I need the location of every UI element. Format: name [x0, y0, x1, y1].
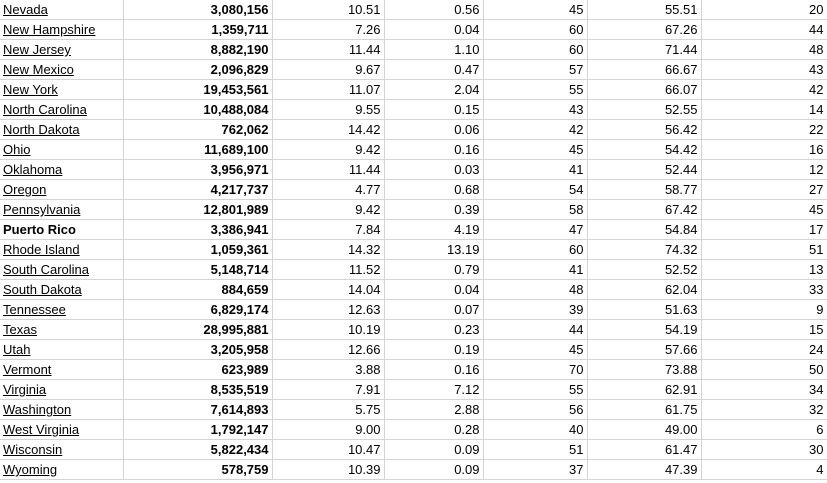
state-cell[interactable] [0, 160, 123, 180]
value-cell-c[interactable]: 9.67 [272, 60, 384, 80]
value-cell-g[interactable]: 24 [701, 340, 827, 360]
value-cell-e[interactable]: 57 [483, 60, 587, 80]
state-hyperlink[interactable]: New Jersey [3, 42, 71, 57]
population-cell[interactable]: 1,792,147 [123, 420, 272, 440]
state-cell[interactable] [0, 180, 123, 200]
state-hyperlink[interactable]: Rhode Island [3, 242, 80, 257]
value-cell-g[interactable]: 16 [701, 140, 827, 160]
value-cell-f[interactable]: 71.44 [587, 40, 701, 60]
population-cell[interactable]: 578,759 [123, 460, 272, 480]
value-cell-f[interactable]: 62.04 [587, 280, 701, 300]
population-cell[interactable]: 11,689,100 [123, 140, 272, 160]
table-row [0, 460, 827, 480]
table-row [0, 0, 827, 20]
value-cell-d[interactable]: 0.03 [384, 160, 483, 180]
state-hyperlink[interactable]: Wyoming [3, 462, 58, 477]
state-cell[interactable] [0, 420, 123, 440]
value-cell-d[interactable]: 0.09 [384, 460, 483, 480]
value-cell-d[interactable]: 0.16 [384, 140, 483, 160]
value-cell-c[interactable]: 10.47 [272, 440, 384, 460]
state-cell[interactable] [0, 0, 123, 20]
value-cell-f[interactable]: 56.42 [587, 120, 701, 140]
state-cell[interactable] [0, 300, 123, 320]
state-hyperlink[interactable]: Tennessee [3, 302, 66, 317]
value-cell-c[interactable]: 9.00 [272, 420, 384, 440]
value-cell-e[interactable]: 42 [483, 120, 587, 140]
table-row [0, 120, 827, 140]
value-cell-f[interactable]: 57.66 [587, 340, 701, 360]
value-cell-e[interactable]: 43 [483, 100, 587, 120]
value-cell-e[interactable]: 39 [483, 300, 587, 320]
value-cell-f[interactable]: 66.07 [587, 80, 701, 100]
table-row [0, 420, 827, 440]
value-cell-d[interactable]: 7.12 [384, 380, 483, 400]
population-cell[interactable]: 3,205,958 [123, 340, 272, 360]
value-cell-c[interactable]: 14.32 [272, 240, 384, 260]
population-cell[interactable]: 8,535,519 [123, 380, 272, 400]
state-hyperlink[interactable]: New Mexico [3, 62, 74, 77]
value-cell-g[interactable]: 34 [701, 380, 827, 400]
population-cell[interactable]: 28,995,881 [123, 320, 272, 340]
value-cell-c[interactable]: 11.07 [272, 80, 384, 100]
table-row [0, 100, 827, 120]
population-cell[interactable]: 1,359,711 [123, 20, 272, 40]
value-cell-d[interactable]: 2.88 [384, 400, 483, 420]
state-cell[interactable] [0, 120, 123, 140]
value-cell-f[interactable]: 54.84 [587, 220, 701, 240]
value-cell-d[interactable]: 0.06 [384, 120, 483, 140]
population-cell[interactable]: 19,453,561 [123, 80, 272, 100]
value-cell-e[interactable]: 41 [483, 260, 587, 280]
state-hyperlink[interactable]: New York [3, 82, 58, 97]
state-hyperlink[interactable]: North Dakota [3, 122, 80, 137]
value-cell-e[interactable]: 45 [483, 0, 587, 20]
state-hyperlink[interactable]: Oregon [3, 182, 47, 197]
value-cell-d[interactable]: 0.15 [384, 100, 483, 120]
value-cell-c[interactable]: 7.26 [272, 20, 384, 40]
value-cell-g[interactable]: 30 [701, 440, 827, 460]
value-cell-g[interactable]: 27 [701, 180, 827, 200]
value-cell-c[interactable]: 12.66 [272, 340, 384, 360]
value-cell-c[interactable]: 11.44 [272, 40, 384, 60]
value-cell-c[interactable]: 3.88 [272, 360, 384, 380]
value-cell-c[interactable]: 7.91 [272, 380, 384, 400]
table-row [0, 340, 827, 360]
state-hyperlink[interactable]: Virginia [3, 382, 47, 397]
state-cell[interactable] [0, 380, 123, 400]
table-row [0, 220, 827, 240]
value-cell-f[interactable]: 61.47 [587, 440, 701, 460]
population-cell[interactable]: 2,096,829 [123, 60, 272, 80]
value-cell-d[interactable]: 0.19 [384, 340, 483, 360]
value-cell-e[interactable]: 51 [483, 440, 587, 460]
population-cell[interactable]: 8,882,190 [123, 40, 272, 60]
state-hyperlink[interactable]: Wisconsin [3, 442, 63, 457]
value-cell-d[interactable]: 13.19 [384, 240, 483, 260]
value-cell-e[interactable]: 44 [483, 320, 587, 340]
value-cell-e[interactable]: 41 [483, 160, 587, 180]
value-cell-f[interactable]: 47.39 [587, 460, 701, 480]
population-cell[interactable]: 3,386,941 [123, 220, 272, 240]
value-cell-g[interactable]: 44 [701, 20, 827, 40]
value-cell-c[interactable]: 7.84 [272, 220, 384, 240]
value-cell-d[interactable]: 0.23 [384, 320, 483, 340]
value-cell-f[interactable]: 61.75 [587, 400, 701, 420]
value-cell-f[interactable]: 74.32 [587, 240, 701, 260]
state-cell[interactable] [0, 320, 123, 340]
value-cell-g[interactable]: 51 [701, 240, 827, 260]
value-cell-c[interactable]: 9.42 [272, 140, 384, 160]
value-cell-d[interactable]: 2.04 [384, 80, 483, 100]
value-cell-g[interactable]: 42 [701, 80, 827, 100]
value-cell-d[interactable]: 0.04 [384, 20, 483, 40]
state-hyperlink[interactable]: Pennsylvania [3, 202, 81, 217]
state-cell[interactable] [0, 460, 123, 480]
value-cell-d[interactable]: 0.47 [384, 60, 483, 80]
state-hyperlink[interactable]: Washington [3, 402, 72, 417]
value-cell-f[interactable]: 73.88 [587, 360, 701, 380]
value-cell-f[interactable]: 54.19 [587, 320, 701, 340]
table-row [0, 320, 827, 340]
value-cell-g[interactable]: 33 [701, 280, 827, 300]
table-row [0, 180, 827, 200]
table-row [0, 400, 827, 420]
state-cell[interactable] [0, 80, 123, 100]
state-cell[interactable] [0, 440, 123, 460]
population-cell[interactable]: 5,822,434 [123, 440, 272, 460]
value-cell-g[interactable]: 12 [701, 160, 827, 180]
value-cell-c[interactable]: 14.04 [272, 280, 384, 300]
state-name: Puerto Rico [3, 222, 76, 237]
population-cell[interactable]: 3,956,971 [123, 160, 272, 180]
value-cell-c[interactable]: 4.77 [272, 180, 384, 200]
value-cell-f[interactable]: 55.51 [587, 0, 701, 20]
value-cell-g[interactable]: 4 [701, 460, 827, 480]
value-cell-c[interactable]: 12.63 [272, 300, 384, 320]
state-cell[interactable] [0, 340, 123, 360]
table-row [0, 300, 827, 320]
value-cell-f[interactable]: 52.44 [587, 160, 701, 180]
table-row [0, 280, 827, 300]
value-cell-g[interactable]: 48 [701, 40, 827, 60]
population-cell[interactable]: 10,488,084 [123, 100, 272, 120]
value-cell-d[interactable]: 0.04 [384, 280, 483, 300]
state-hyperlink[interactable]: Ohio [3, 142, 31, 157]
state-cell[interactable] [0, 20, 123, 40]
value-cell-g[interactable]: 50 [701, 360, 827, 380]
value-cell-c[interactable]: 11.44 [272, 160, 384, 180]
value-cell-f[interactable]: 49.00 [587, 420, 701, 440]
table-row [0, 440, 827, 460]
state-cell[interactable] [0, 40, 123, 60]
value-cell-f[interactable]: 67.42 [587, 200, 701, 220]
value-cell-c[interactable]: 10.19 [272, 320, 384, 340]
value-cell-d[interactable]: 1.10 [384, 40, 483, 60]
value-cell-e[interactable]: 60 [483, 240, 587, 260]
value-cell-f[interactable]: 62.91 [587, 380, 701, 400]
state-cell[interactable] [0, 100, 123, 120]
population-cell[interactable]: 623,989 [123, 360, 272, 380]
value-cell-f[interactable]: 52.55 [587, 100, 701, 120]
value-cell-d[interactable]: 4.19 [384, 220, 483, 240]
value-cell-e[interactable]: 45 [483, 340, 587, 360]
value-cell-g[interactable]: 45 [701, 200, 827, 220]
state-hyperlink[interactable]: South Carolina [3, 262, 89, 277]
table-row [0, 140, 827, 160]
population-cell[interactable]: 1,059,361 [123, 240, 272, 260]
value-cell-e[interactable]: 40 [483, 420, 587, 440]
value-cell-e[interactable]: 48 [483, 280, 587, 300]
table-row [0, 380, 827, 400]
value-cell-e[interactable]: 55 [483, 80, 587, 100]
value-cell-c[interactable]: 5.75 [272, 400, 384, 420]
value-cell-d[interactable]: 0.28 [384, 420, 483, 440]
value-cell-g[interactable]: 43 [701, 60, 827, 80]
state-hyperlink[interactable]: Vermont [3, 362, 52, 377]
value-cell-f[interactable]: 66.67 [587, 60, 701, 80]
value-cell-e[interactable]: 47 [483, 220, 587, 240]
value-cell-g[interactable]: 20 [701, 0, 827, 20]
population-cell[interactable]: 4,217,737 [123, 180, 272, 200]
state-cell[interactable] [0, 220, 123, 240]
state-cell[interactable] [0, 60, 123, 80]
state-hyperlink[interactable]: Nevada [3, 2, 48, 17]
state-hyperlink[interactable]: Utah [3, 342, 31, 357]
value-cell-d[interactable]: 0.56 [384, 0, 483, 20]
value-cell-e[interactable]: 45 [483, 140, 587, 160]
value-cell-g[interactable]: 32 [701, 400, 827, 420]
value-cell-g[interactable]: 14 [701, 100, 827, 120]
value-cell-g[interactable]: 13 [701, 260, 827, 280]
value-cell-d[interactable]: 0.39 [384, 200, 483, 220]
value-cell-f[interactable]: 58.77 [587, 180, 701, 200]
table-row [0, 20, 827, 40]
state-cell[interactable] [0, 400, 123, 420]
value-cell-c[interactable]: 10.51 [272, 0, 384, 20]
value-cell-f[interactable]: 67.26 [587, 20, 701, 40]
value-cell-e[interactable]: 37 [483, 460, 587, 480]
value-cell-g[interactable]: 17 [701, 220, 827, 240]
table-row [0, 160, 827, 180]
value-cell-e[interactable]: 56 [483, 400, 587, 420]
table-row [0, 40, 827, 60]
population-cell[interactable]: 6,829,174 [123, 300, 272, 320]
value-cell-d[interactable]: 0.07 [384, 300, 483, 320]
value-cell-c[interactable]: 9.55 [272, 100, 384, 120]
state-cell[interactable] [0, 360, 123, 380]
value-cell-g[interactable]: 6 [701, 420, 827, 440]
state-cell[interactable] [0, 280, 123, 300]
state-cell[interactable] [0, 240, 123, 260]
population-cell[interactable]: 884,659 [123, 280, 272, 300]
state-cell[interactable] [0, 140, 123, 160]
state-hyperlink[interactable]: South Dakota [3, 282, 82, 297]
value-cell-e[interactable]: 60 [483, 20, 587, 40]
table-row [0, 240, 827, 260]
value-cell-g[interactable]: 22 [701, 120, 827, 140]
table-row [0, 80, 827, 100]
value-cell-e[interactable]: 54 [483, 180, 587, 200]
state-hyperlink[interactable]: North Carolina [3, 102, 87, 117]
value-cell-g[interactable]: 9 [701, 300, 827, 320]
value-cell-f[interactable]: 52.52 [587, 260, 701, 280]
state-hyperlink[interactable]: West Virginia [3, 422, 80, 437]
table-row [0, 360, 827, 380]
state-hyperlink[interactable]: Oklahoma [3, 162, 63, 177]
table-row [0, 200, 827, 220]
value-cell-c[interactable]: 14.42 [272, 120, 384, 140]
table-row [0, 260, 827, 280]
state-hyperlink[interactable]: New Hampshire [3, 22, 96, 37]
value-cell-d[interactable]: 0.79 [384, 260, 483, 280]
value-cell-c[interactable]: 10.39 [272, 460, 384, 480]
state-cell[interactable] [0, 260, 123, 280]
population-cell[interactable]: 762,062 [123, 120, 272, 140]
population-cell[interactable]: 7,614,893 [123, 400, 272, 420]
value-cell-c[interactable]: 11.52 [272, 260, 384, 280]
value-cell-d[interactable]: 0.09 [384, 440, 483, 460]
value-cell-d[interactable]: 0.16 [384, 360, 483, 380]
population-cell[interactable]: 12,801,989 [123, 200, 272, 220]
value-cell-c[interactable]: 9.42 [272, 200, 384, 220]
value-cell-g[interactable]: 15 [701, 320, 827, 340]
population-cell[interactable]: 5,148,714 [123, 260, 272, 280]
value-cell-f[interactable]: 54.42 [587, 140, 701, 160]
value-cell-e[interactable]: 70 [483, 360, 587, 380]
population-cell[interactable]: 3,080,156 [123, 0, 272, 20]
table-row [0, 60, 827, 80]
value-cell-e[interactable]: 55 [483, 380, 587, 400]
state-hyperlink[interactable]: Texas [3, 322, 37, 337]
value-cell-e[interactable]: 58 [483, 200, 587, 220]
value-cell-d[interactable]: 0.68 [384, 180, 483, 200]
state-cell[interactable] [0, 200, 123, 220]
value-cell-f[interactable]: 51.63 [587, 300, 701, 320]
value-cell-e[interactable]: 60 [483, 40, 587, 60]
